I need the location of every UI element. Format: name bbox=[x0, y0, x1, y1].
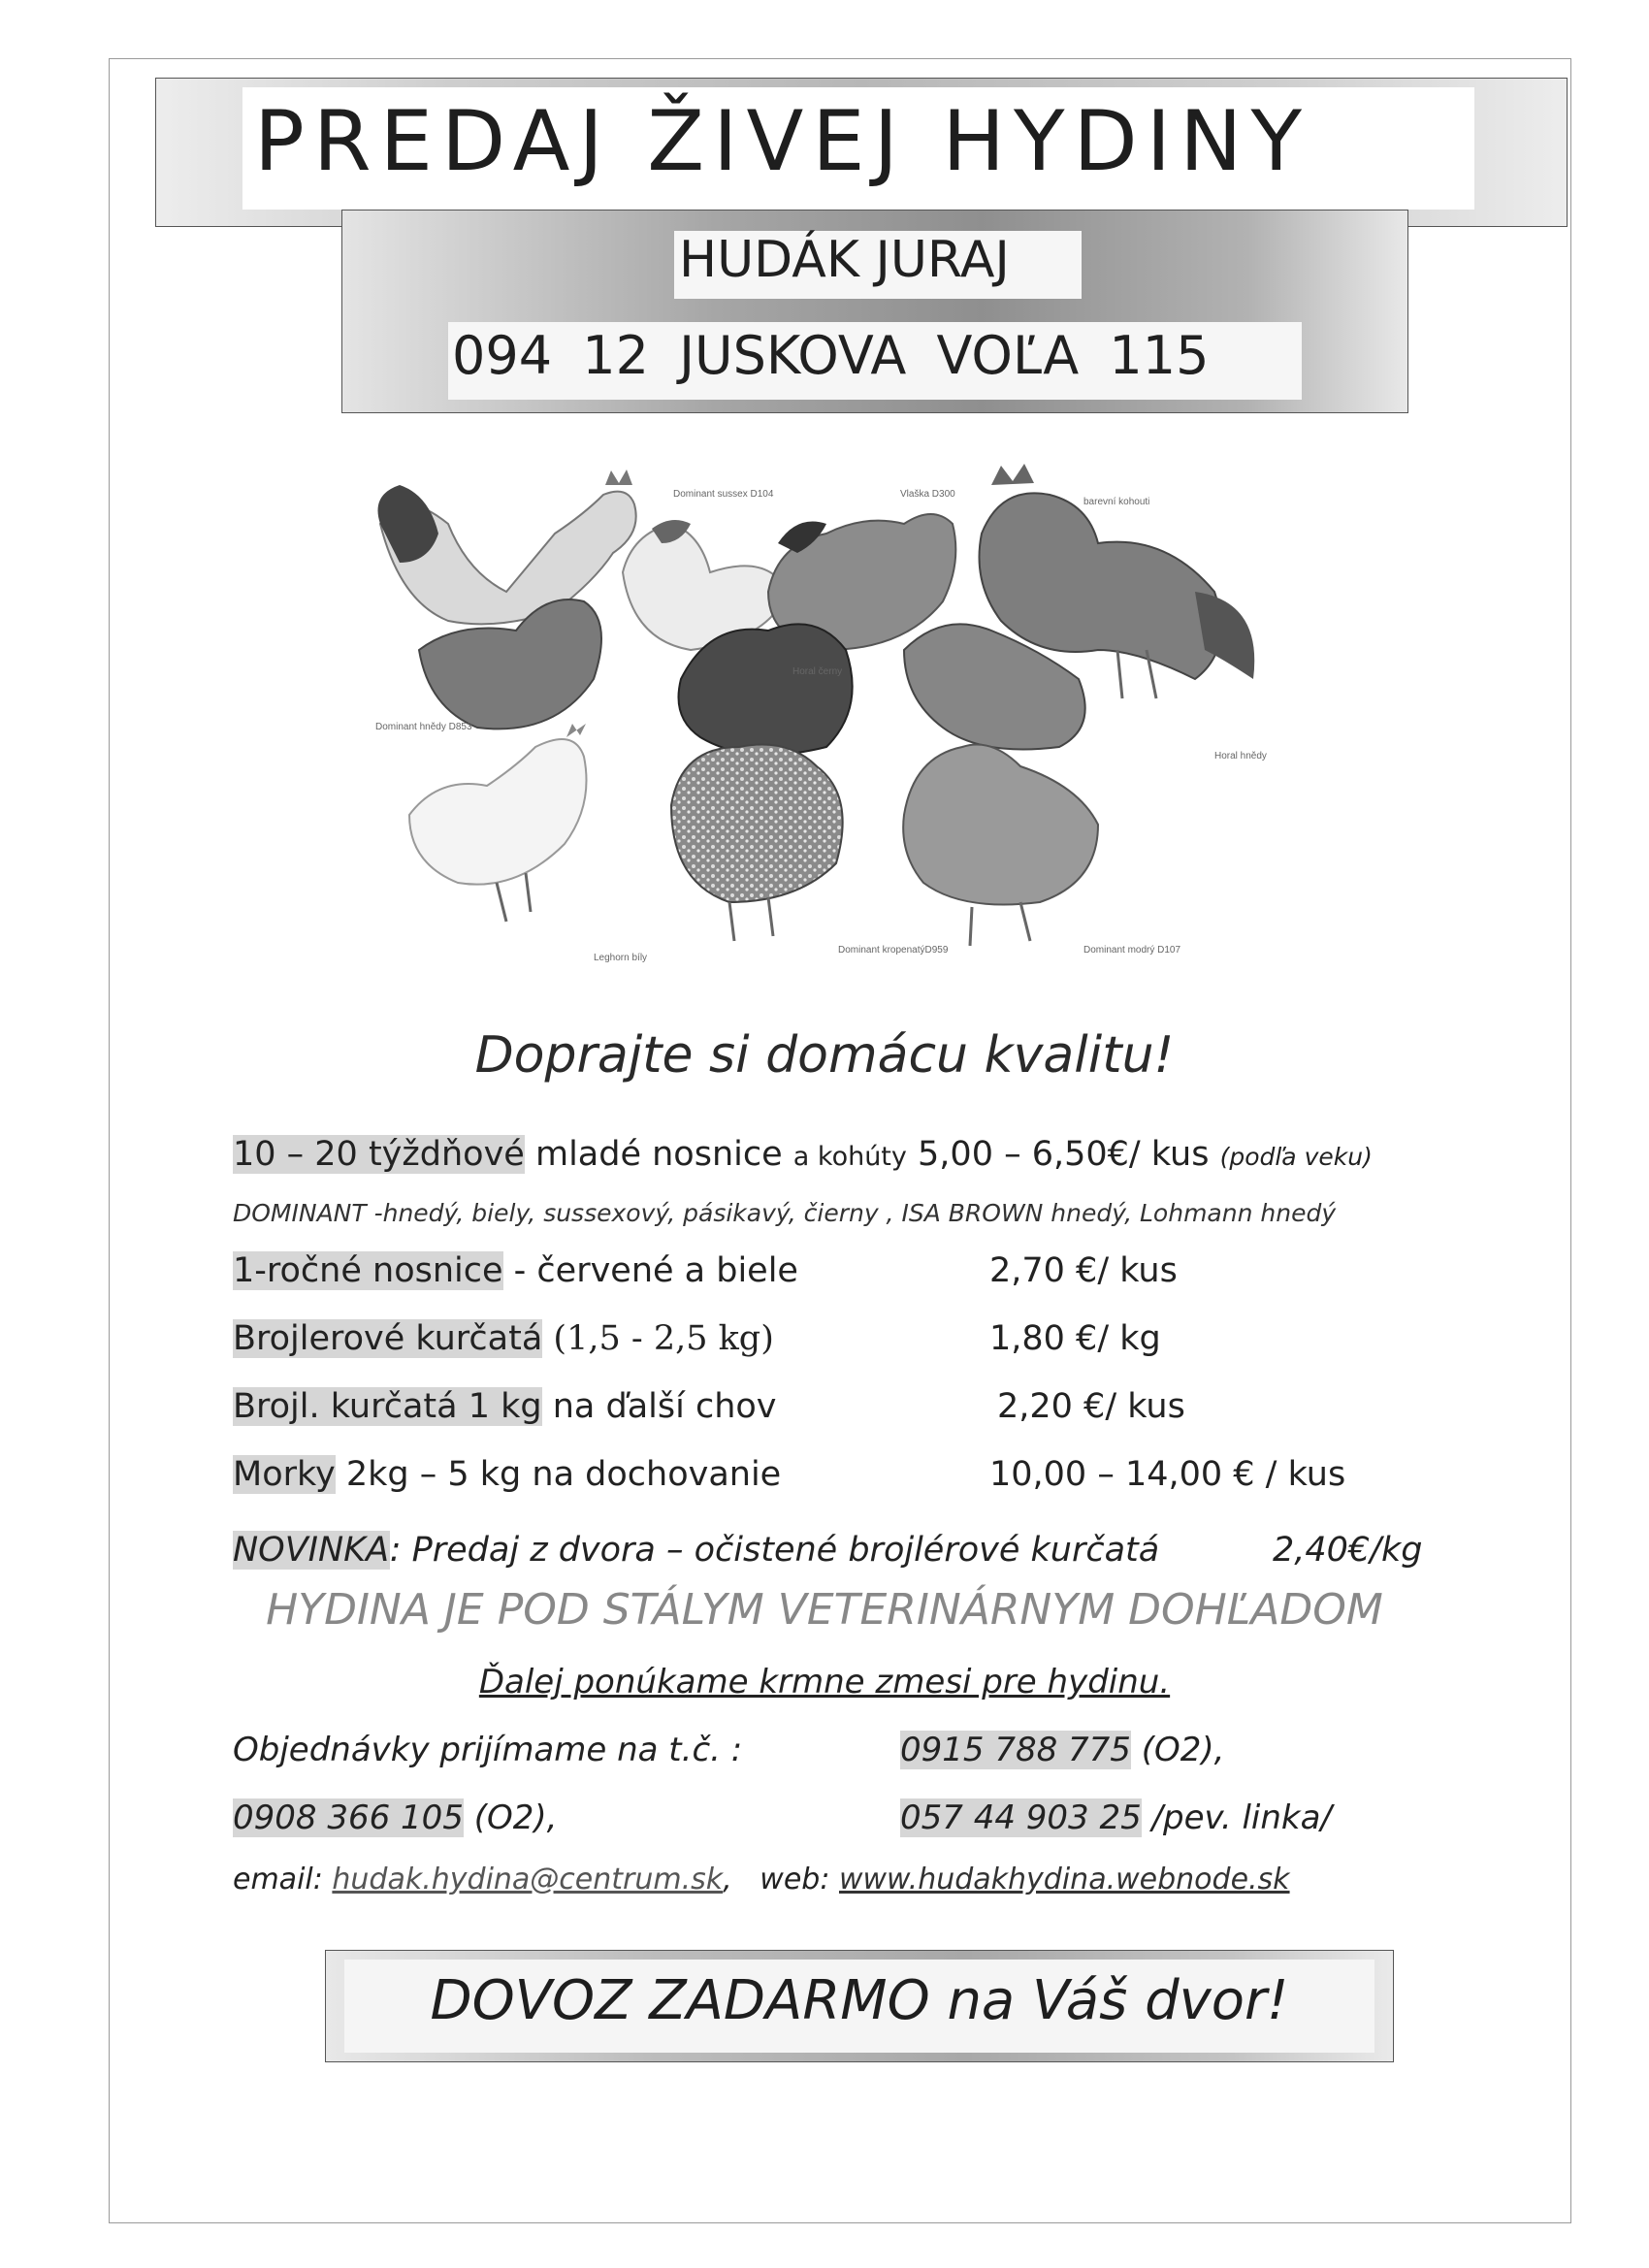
item-detail: (1,5 - 2,5 kg) bbox=[542, 1319, 774, 1358]
young-hens-note: (podľa veku) bbox=[1219, 1143, 1373, 1171]
young-hens-extra: a kohúty bbox=[792, 1142, 907, 1172]
free-delivery: DOVOZ ZADARMO na Váš dvor! bbox=[430, 1969, 1289, 2032]
label-leghorn: Leghorn bíly bbox=[594, 953, 648, 963]
veterinary-notice: HYDINA JE POD STÁLYM VETERINÁRNYM DOHĽADOM bbox=[266, 1585, 1383, 1635]
web-link[interactable]: www.hudakhydina.webnode.sk bbox=[838, 1863, 1290, 1896]
item-name: Brojlerové kurčatá bbox=[233, 1319, 543, 1358]
chicken-illustration bbox=[361, 456, 1292, 980]
label-dominant-kropenaty: Dominant kropenatýD959 bbox=[838, 945, 949, 956]
phone-number[interactable]: 0915 788 775 bbox=[900, 1731, 1131, 1769]
label-sussex: Dominant sussex D104 bbox=[673, 489, 774, 500]
novinka-row bbox=[233, 1531, 1159, 1570]
separator: , bbox=[723, 1863, 760, 1896]
item-row bbox=[233, 1319, 774, 1358]
phone-operator: (O2), bbox=[1130, 1731, 1225, 1769]
email-link[interactable]: hudak.hydina@centrum.sk bbox=[332, 1863, 724, 1896]
item-name: Brojl. kurčatá 1 kg bbox=[233, 1387, 542, 1426]
web-label: web: bbox=[760, 1863, 839, 1896]
label-dominant-hnedy: Dominant hnědy D853 bbox=[375, 722, 472, 732]
young-hens-price: 5,00 – 6,50€/ kus bbox=[918, 1135, 1210, 1174]
phone-row-2 bbox=[233, 1798, 557, 1837]
speckled-hen-icon bbox=[671, 745, 843, 903]
page-title: PREDAJ ŽIVEJ HYDINY bbox=[254, 93, 1310, 190]
item-detail: na ďalší chov bbox=[541, 1387, 777, 1426]
novinka-price: 2,40€/kg bbox=[1273, 1531, 1423, 1570]
phone-landline-note: /pev. linka/ bbox=[1141, 1798, 1332, 1837]
label-horal-hnedy: Horal hnědy bbox=[1214, 751, 1267, 761]
label-barevni-kohouti: barevní kohouti bbox=[1083, 497, 1150, 507]
label-vlaska: Vlaška D300 bbox=[900, 489, 955, 500]
item-detail: 2kg – 5 kg na dochovanie bbox=[335, 1455, 782, 1494]
item-detail: - červené a biele bbox=[502, 1251, 798, 1290]
label-dominant-modry: Dominant modrý D107 bbox=[1083, 945, 1181, 956]
dominant-blue-hen-icon bbox=[903, 745, 1098, 905]
item-price: 2,70 €/ kus bbox=[989, 1251, 1178, 1290]
phone-number[interactable]: 0908 366 105 bbox=[233, 1798, 464, 1837]
breeds-list: DOMINANT -hnedý, biely, sussexový, pásikavý, čierny , ISA BROWN hnedý, Lohmann hnedý bbox=[233, 1199, 1337, 1227]
item-price: 10,00 – 14,00 € / kus bbox=[989, 1455, 1346, 1494]
orders-label: Objednávky prijímame na t.č. : bbox=[233, 1731, 743, 1769]
phone-row-1 bbox=[900, 1731, 1224, 1769]
item-row bbox=[233, 1455, 781, 1494]
address: 094 12 JUSKOVA VOĽA 115 bbox=[452, 325, 1210, 386]
email-label: email: bbox=[233, 1863, 333, 1896]
email-web-row bbox=[233, 1863, 1290, 1896]
young-hens-age: 10 – 20 týždňové bbox=[233, 1135, 525, 1174]
novinka-text: : Predaj z dvora – očistené brojlérové kurčatá bbox=[389, 1531, 1160, 1570]
phone-row-3 bbox=[900, 1798, 1332, 1837]
phone-number[interactable]: 057 44 903 25 bbox=[900, 1798, 1142, 1837]
item-name: 1-ročné nosnice bbox=[233, 1251, 503, 1290]
item-price: 1,80 €/ kg bbox=[989, 1319, 1161, 1358]
feed-offer: Ďalej ponúkame krmne zmesi pre hydinu. bbox=[478, 1663, 1171, 1701]
item-price: 2,20 €/ kus bbox=[997, 1387, 1185, 1426]
slogan: Doprajte si domácu kvalitu! bbox=[474, 1026, 1175, 1085]
young-hens-product: mladé nosnice bbox=[534, 1135, 783, 1174]
item-row bbox=[233, 1387, 777, 1426]
owner-name: HUDÁK JURAJ bbox=[679, 231, 1010, 289]
item-row bbox=[233, 1251, 798, 1290]
novinka-label: NOVINKA bbox=[233, 1531, 390, 1570]
label-horal-cerny: Horal černy bbox=[792, 666, 843, 677]
phone-operator: (O2), bbox=[463, 1798, 558, 1837]
leghorn-white-hen-icon bbox=[409, 724, 587, 885]
young-hens-row bbox=[233, 1135, 1373, 1174]
item-name: Morky bbox=[233, 1455, 336, 1494]
rooster-white-icon bbox=[378, 470, 636, 624]
